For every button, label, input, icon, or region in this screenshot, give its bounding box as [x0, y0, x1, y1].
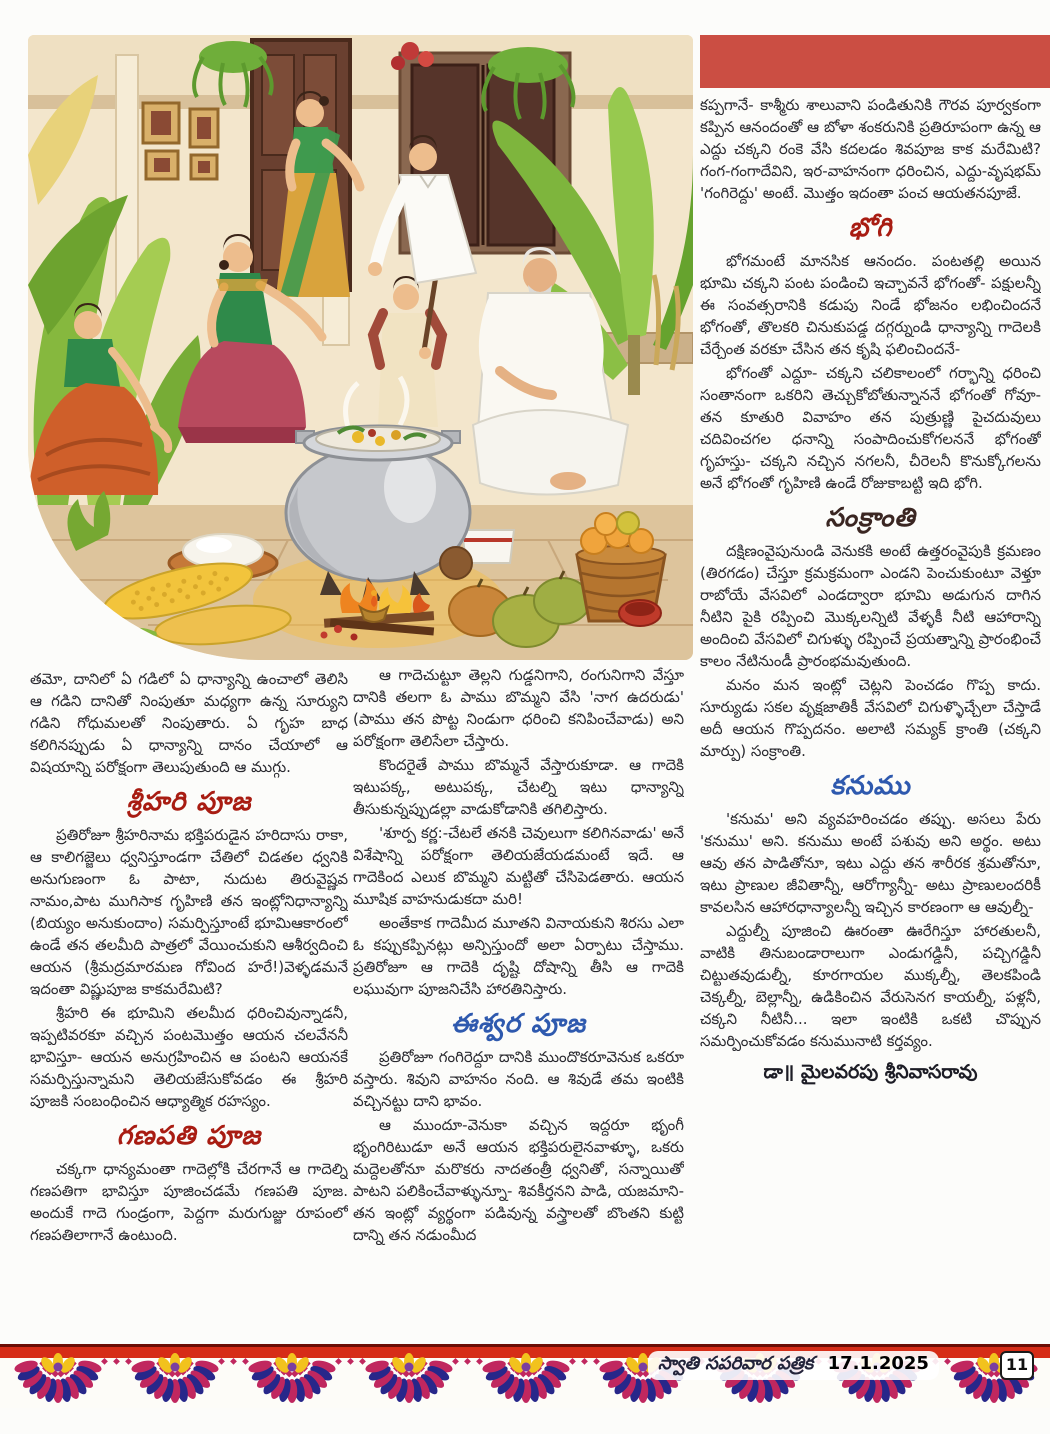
heading-srihari-puja: శ్రీహరి పూజ — [126, 787, 252, 817]
author-byline: డా॥ మైలవరపు శ్రీనివాసరావు — [763, 1061, 978, 1083]
paragraph-bhogi-2: భోగంతో ఎద్దూ- చక్కని చలికాలంలో గర్భాన్ని ధరించి సంతానంగా ఒకరిని తెచ్చుకోబోతున్నాననే భోగంతో గోవూ- తన కూతురి వివాహం తన పుత్రుణ్ణి పైచదువులు చదివించగల ధనాన్ని సంపాదించుకోగలననే భోగంతో గృహస్తు- చక్కని నచ్చిన నగలనీ, చీరెలనీ కొనుక్కోగలను అనే భోగంతో గృహిణి ఉండే రోజుకాబట్టి ఇది భోగి. — [700, 364, 1041, 492]
pongal-scene-svg — [28, 35, 693, 660]
paragraph-gade-2: కొందరైతే పాము బొమ్మనే వేస్తారుకూడా. ఆ గాదెకి ఇటుపక్క, అటుపక్క, చేటల్ని ఇటు ధాన్యాన్ని తీసుకున్నప్పుడల్లా వాడుకోడానికి తగిలిస్తారు. — [353, 756, 684, 818]
column-middle — [353, 664, 684, 1348]
heading-kanumu: కనుము — [830, 771, 911, 801]
paragraph-ganapati: చక్కగా ధాన్యమంతా గాదెల్లోకి చేరగానే ఆ గాదెల్ని గణపతిగా భావిస్తూ పూజించడమే గణపతి పూజ. అందుకే గాదె గుండ్రంగా, పెద్దగా మరుగుజ్జు రూపంలో గణపతిలాగానే ఉంటుంది. — [30, 1160, 348, 1244]
column-right — [700, 94, 1041, 1348]
top-red-banner — [700, 35, 1050, 88]
decorative-rangoli-border — [0, 1344, 1050, 1410]
paragraph-bhogi-1: భోగమంటే మానసిక ఆనందం. పంటతల్లి అయిన భూమి చక్కని పంట పండించి ఇచ్చావనే భోగంతో- పక్షులన్నీ ఈ సంవత్సరానికి కడుపు నిండే భోజనం లభించిందనే భోగంతో, తొలకరి చినుకుపడ్డ దగ్గర్నుండి ధాన్యాన్ని గాదెలకి చేర్చేంత వరకూ చేసిన తన కృషి ఫలించిందనే- — [700, 252, 1041, 358]
paragraph-eswara-2: ఆ ముందూ-వెనుకా వచ్చిన ఇద్దరూ భృంగీ భృంగిరిటుడూ అనే ఆయన భక్తిపరులైనవాళ్ళూ, ఒకరు మద్దెలతోనూ మరొకరు నాదతంత్రీ ధ్వనితో, సన్నాయితో పాటని పలికించేవాళ్ళున్నూ- శివకీర్తనని పాడి, యజమాని- తన ఇంట్లో వ్యర్థంగా పడివున్న వస్త్రాలతో బొంతని కుట్టి దాన్ని తన నడుంమీద — [353, 1116, 684, 1244]
page-footer — [648, 1351, 939, 1380]
paragraph-sankranti-1: దక్షిణంవైపునుండి వెనుకకి అంటే ఉత్తరంవైపుకి క్రమణం (తిరగడం) చేస్తూ క్రమక్రమంగా ఎండని పెంచుకుంటూ వెళ్తూ రాబోయే వేసవిలో ఎండద్వారా భూమి అడుగున దాగిన నీటిని పైకి రప్పించి మొక్కలన్నిటి వేళ్ళకీ నీటి ఆహారాన్ని అందించి వేసవిలో చిగుళ్ళు రప్పించే ప్రయత్నాన్ని ప్రారంభించే కాలం నేటినుండీ ప్రారంభమవుతుంది. — [700, 542, 1041, 670]
paragraph-srihari-1: ప్రతిరోజూ శ్రీహరినామ భక్తిపరుడైన హరిదాసు రాకా, ఆ కాలిగజ్జెలు ధ్వనిస్తూండగా చేతిలో చిడతల ధ్వనికి అనుగుణంగా ఓ పాటా, నుదుట తిరువైష్ణవ నామం,పాట ముగిసాక గృహిణి తన ఇంట్లోనిధాన్యాన్ని (బియ్యం అనుకుందాం) సమర్పిస్తూంటే భూమిఆకారంలో ఉండే తన తలమీది పాత్రలో వేయించుకుని ఆశీర్వదించి ఆయన (శ్రీమద్రమారమణ గోవింద హరే!)వెళ్ళడమనే ఇదంతా విష్ణుపూజ కాకమరేమిటి? — [30, 826, 348, 998]
red-bowl — [619, 600, 661, 626]
paragraph-kanumu-2: ఎద్దుల్నీ పూజించి ఊరంతా ఊరేగిస్తూ హారతులనీ, వాటికి తినుబండారాలుగా ఎండుగడ్డినీ, పచ్చిగడ్డినీ చిట్టుతవుడుల్నీ, కూరగాయల ముక్కల్నీ, తెలకపిండి చెక్కల్నీ, బెల్లాన్నీ, ఉడికించిన వేరుసెనగ కాయల్నీ, పళ్లనీ, చక్కని నీటినీ... ఇలా ఇంటికి ఒకటి చొప్పున సమర్పించుకోవడం కనుమునాటి కర్తవ్యం. — [700, 922, 1041, 1050]
paragraph-gade-3: 'శూర్ప కర్ణ:-చేటలే తనకి చెవులుగా కలిగినవాడు' అనే విశేషాన్ని పరోక్షంగా తెలియజేయడమంటే ఇదే. ఆ గాదెకింద ఎలుక బొమ్మని మట్టితో చేసిపెడతారు. ఆయన మూషిక వాహనుడుకదా మరి! — [353, 824, 684, 908]
heading-ganapati-puja: గణపతి పూజ — [116, 1121, 262, 1151]
paragraph-muggu-continuation: తమో, దానిలో ఏ గడిలో ఏ ధాన్యాన్ని ఉంచాలో తెలిసి ఆ గడిని దానితో నింపుతూ మధ్యగా ఉన్న సూర్యుని గడిని గోధుమలతో నింపుతారు. ఏ గృహ బాధ కలిగినప్పుడు ఏ ధాన్యాన్ని దానం చేయాలో ఆ విషయాన్ని పరోక్షంగా తెలుపుతుంది ఆ ముగ్గు. — [30, 670, 348, 776]
heading-eswara-puja: ఈశ్వర పూజ — [451, 1009, 586, 1039]
page-number-badge: 11 — [1000, 1351, 1034, 1380]
paragraph-gangireddu-continuation: కప్పగానే- కాశ్మీరు శాలువాని పండితునికి గౌరవ పూర్వకంగా కప్పిన ఆనందంతో ఆ బోళా శంకరునికి ప్రతిరూపంగా ఉన్న ఆ ఎద్దు చక్కని రంకె వేసి కదలడం శివపూజ కాక మరేమిటి? గంగ-గంగాదేవిని, ఇర-వాహనంగా ధరించిన, ఎద్దు-వృషభమ్ 'గంగిరెద్దు' అంటే. మొత్తం ఇదంతా పంచ ఆయతనపూజే. — [700, 96, 1041, 202]
paragraph-gade-1: ఆ గాదెచుట్టూ తెల్లని గుడ్డనిగాని, రంగునిగాని వేస్తూ దానికి తలగా ఓ పాము బొమ్మని వేసి 'నాగ ఉదరుడు' (పాము తన పొట్ట నిండుగా ధరించి కనిపించేవాడు) అని పరోక్షంగా తెలిసేలా చేస్తారు. — [353, 666, 684, 750]
paragraph-eswara-1: ప్రతిరోజూ గంగిరెద్దూ దానికి ముందొకరూవెనుక ఒకరూ వస్తారు. శివుని వాహనం నంది. ఆ శివుడే తమ ఇంటికి వచ్చినట్టు దాని భావం. — [353, 1048, 684, 1110]
column-left — [30, 668, 348, 1348]
paragraph-gade-4: అంతేకాక గాదెమీద మూతని వినాయకుని శిరసు ఎలా ఓ కప్పుకప్పినట్లు అన్పిస్తుందో అలా ఏర్పాటు చేస్తాము. ప్రతిరోజూ ఆ గాదెకి దృష్టి దోషాన్ని తీసి ఆ గాదెకి లఘువుగా పూజనిచేసి హారతినిస్తారు. — [353, 914, 684, 998]
issue-date: 17.1.2025 — [827, 1353, 929, 1374]
heading-sankranti: సంక్రాంతి — [825, 503, 916, 533]
paragraph-sankranti-2: మనం మన ఇంట్లో చెట్లని పెంచడం గొప్ప కాదు. సూర్యుడు సకల వృక్షజాతికీ వేసవిలో చిగుళ్ళొచ్చేలా చేస్తాడే అదీ ఆయన గొప్పదనం. అలాటి సమ్యక్ క్రాంతి (చక్కని మార్పు) సంక్రాంతి. — [700, 676, 1041, 760]
paragraph-srihari-2: శ్రీహరి ఈ భూమిని తలమీద ధరించివున్నాడనీ, ఇప్పటివరకూ వచ్చిన పంటమొత్తం ఆయన చలవేననీ భావిస్తూ- ఆయన అనుగ్రహించిన ఆ పంటని ఆయనకే సమర్పిస్తున్నామని తెలియజేసుకోవడం ఈ శ్రీహరి పూజకి సంబంధించిన ఆధ్యాత్మిక రహస్యం. — [30, 1004, 348, 1110]
publication-name: స్వాతి సపరివార పత్రిక — [658, 1353, 814, 1374]
paragraph-kanumu-1: 'కనుమ' అని వ్యవహరించడం తప్పు. అసలు పేరు 'కనుము' అని. కనుము అంటే పశువు అని అర్థం. అటు ఆవు తన పాడితోనూ, ఇటు ఎద్దు తన శారీరక శ్రమతోనూ, ఇటు ప్రాణుల జీవితాన్నీ, ఆరోగ్యాన్నీ- అటు ప్రాణులందరికీ కావలసిన ఆహారధాన్యాలన్నీ ఇచ్చిన కారణంగా ఆ ఆవుల్నీ- — [700, 810, 1041, 916]
heading-bhogi: భోగి — [848, 213, 893, 243]
pongal-festival-illustration — [28, 35, 693, 660]
